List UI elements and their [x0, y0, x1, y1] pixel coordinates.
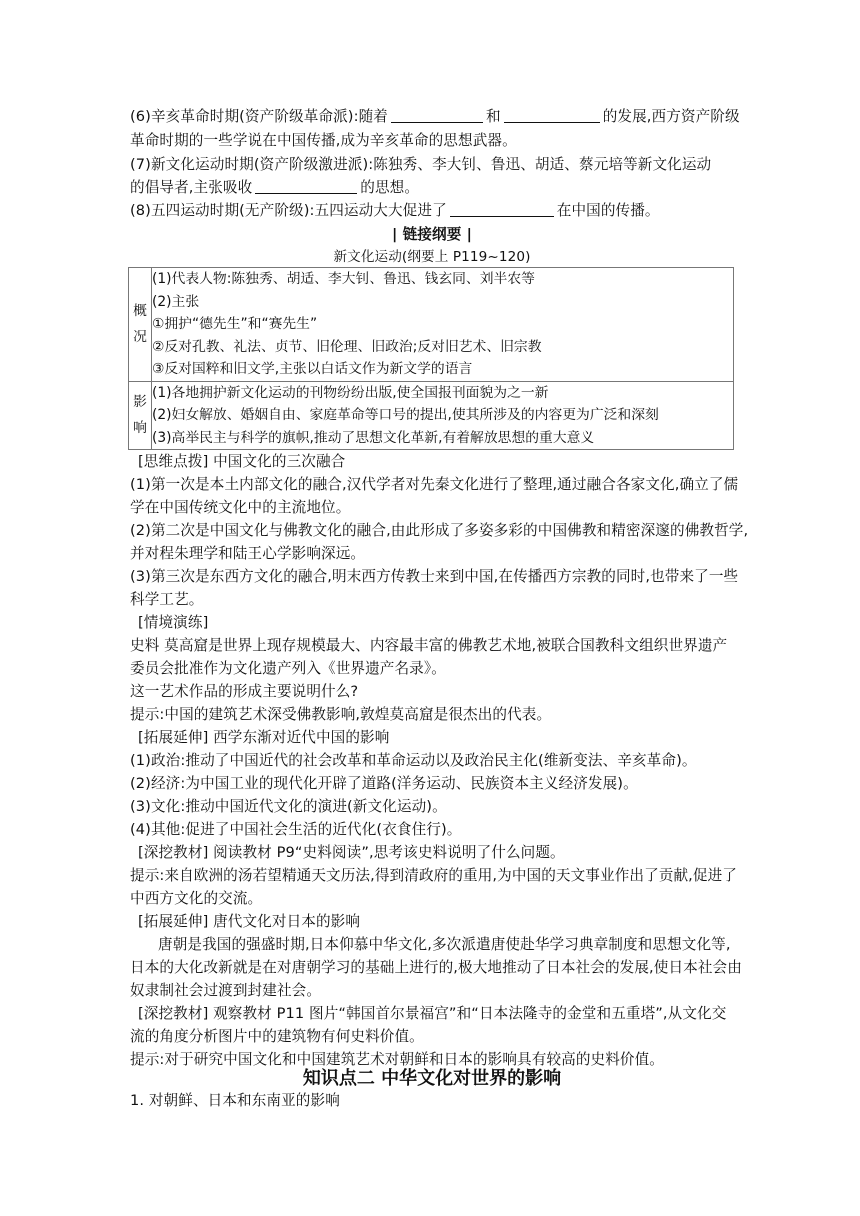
- overview-row: [129, 268, 734, 382]
- text-line: 科学工艺。: [130, 591, 204, 608]
- table-line: ③反对国粹和旧文学,主张以白话文作为新文学的语言: [152, 361, 473, 377]
- text-line: 提示:中国的建筑艺术深受佛教影响,敦煌莫高窟是很杰出的代表。: [130, 706, 552, 723]
- section-title: [深挖教材] 观察教材 P11 图片“韩国首尔景福宫”和“日本法隆寺的金堂和五重塔”,从文化交: [138, 1005, 727, 1022]
- text-line: 唐朝是我国的强盛时期,日本仰慕中华文化,多次派遣唐使赴华学习典章制度和思想文化等,: [158, 936, 731, 953]
- text-line: (7)新文化运动时期(资产阶级激进派):陈独秀、李大钊、鲁迅、胡适、蔡元培等新文化运动: [130, 156, 712, 173]
- impact-row: [129, 381, 734, 450]
- section-heading: 知识点二 中华文化对世界的影响: [302, 1068, 562, 1089]
- text-line: 的倡导者,主张吸收 的思想。: [130, 179, 420, 196]
- section-title: [情境演练]: [138, 614, 209, 631]
- answer-blank[interactable]: [255, 179, 357, 194]
- text-line: 委员会批准作为文化遗产列入《世界遗产名录》。: [130, 660, 446, 677]
- section-title: [拓展延伸] 唐代文化对日本的影响: [138, 913, 361, 930]
- subsection-title: 1. 对朝鲜、日本和东南亚的影响: [130, 1092, 340, 1109]
- table-line: (1)代表人物:陈独秀、胡适、李大钊、鲁迅、钱玄同、刘半农等: [152, 271, 535, 287]
- overview-content: [152, 268, 734, 382]
- answer-blank[interactable]: [391, 108, 483, 123]
- section-title: [思维点拨] 中国文化的三次融合: [138, 453, 346, 470]
- text-line: (2)经济:为中国工业的现代化开辟了道路(洋务运动、民族资本主义经济发展)。: [130, 775, 638, 792]
- text-line: 中西方文化的交流。: [130, 890, 263, 907]
- impact-label: 影 响: [129, 381, 152, 450]
- text-line: 并对程朱理学和陆王心学影响深远。: [130, 545, 366, 562]
- outline-subtitle: 新文化运动(纲要上 P119~120): [333, 249, 531, 265]
- text-line: 提示:来自欧洲的汤若望精通天文历法,得到清政府的重用,为中国的天文事业作出了贡献,促进了: [130, 867, 737, 884]
- text-line: 奴隶制社会过渡到封建社会。: [130, 982, 322, 999]
- table-line: (2)主张: [152, 293, 200, 310]
- text-line: 这一艺术作品的形成主要说明什么?: [130, 683, 359, 700]
- text-line: 流的角度分析图片中的建筑物有何史料价值。: [130, 1028, 424, 1045]
- text-line: (3)文化:推动中国近代文化的演进(新文化运动)。: [130, 798, 447, 815]
- text-line: 提示:对于研究中国文化和中国建筑艺术对朝鲜和日本的影响具有较高的史料价值。: [130, 1051, 664, 1068]
- outline-table: [128, 267, 734, 450]
- text-line: (1)第一次是本土内部文化的融合,汉代学者对先秦文化进行了整理,通过融合各家文化,确立了儒: [130, 476, 739, 493]
- text-line: 史料 莫高窟是世界上现存规模最大、内容最丰富的佛教艺术地,被联合国教科文组织世界遗产: [130, 637, 728, 654]
- overview-label: 概 况: [129, 268, 152, 382]
- text-line: 学在中国传统文化中的主流地位。: [130, 499, 351, 516]
- text-line: (6)辛亥革命时期(资产阶级革命派):随着 和 的发展,西方资产阶级: [130, 108, 740, 125]
- answer-blank[interactable]: [450, 202, 554, 217]
- text-line: (2)第二次是中国文化与佛教文化的融合,由此形成了多姿多彩的中国佛教和精密深邃的佛教哲学,: [130, 522, 749, 539]
- text-line: (1)政治:推动了中国近代的社会改革和革命运动以及政治民主化(维新变法、辛亥革命)。: [130, 752, 697, 769]
- table-line: (2)妇女解放、婚姻自由、家庭革命等口号的提出,使其所涉及的内容更为广泛和深刻: [152, 407, 659, 423]
- text-line: (8)五四运动时期(无产阶级):五四运动大大促进了 在中国的传播。: [130, 202, 660, 219]
- text-line: (4)其他:促进了中国社会生活的近代化(衣食住行)。: [130, 821, 462, 838]
- text-line: 日本的大化改新就是在对唐朝学习的基础上进行的,极大地推动了日本社会的发展,使日本社会由: [130, 959, 742, 976]
- table-line: ①拥护“德先生”和“赛先生”: [152, 316, 318, 332]
- text-line: 革命时期的一些学说在中国传播,成为辛亥革命的思想武器。: [130, 132, 517, 149]
- table-line: ②反对孔教、礼法、贞节、旧伦理、旧政治;反对旧艺术、旧宗教: [152, 338, 542, 355]
- outline-heading: | 链接纲要 |: [392, 226, 472, 243]
- table-line: (1)各地拥护新文化运动的刊物纷纷出版,使全国报刊面貌为之一新: [152, 384, 549, 401]
- impact-content: [152, 381, 734, 450]
- section-title: [拓展延伸] 西学东渐对近代中国的影响: [138, 729, 390, 746]
- table-line: (3)高举民主与科学的旗帜,推动了思想文化革新,有着解放思想的重大意义: [152, 429, 595, 446]
- answer-blank[interactable]: [504, 108, 600, 123]
- text-line: (3)第三次是东西方文化的融合,明末西方传教士来到中国,在传播西方宗教的同时,也带来了一些: [130, 568, 739, 585]
- section-title: [深挖教材] 阅读教材 P9“史料阅读”,思考该史料说明了什么问题。: [138, 844, 565, 861]
